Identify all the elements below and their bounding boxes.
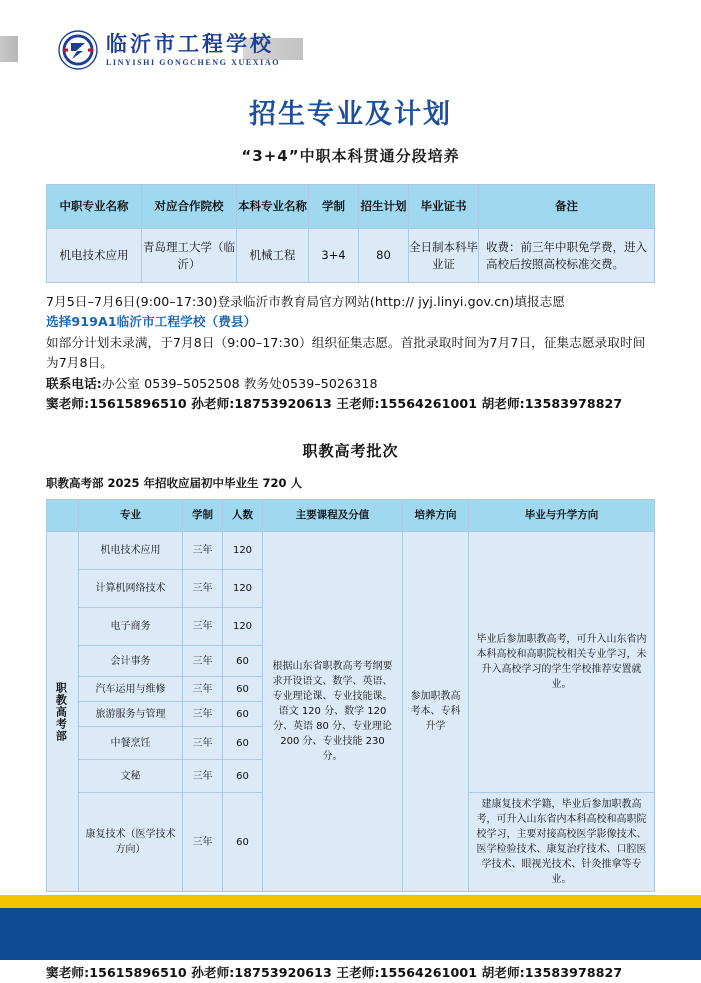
phone-label: 联系电话: <box>46 375 102 391</box>
cell-bachelor-major: 机械工程 <box>237 229 309 283</box>
cell-major: 汽车运用与维修 <box>79 677 183 702</box>
cell-graduation-rehab: 建康复技术学籍，毕业后参加职教高考，可升入山东省内本科高校和高职院校学习，主要对接高校医学影像技术、医学检验技术、康复治疗技术、口腔医学技术、眼视光技术、针灸推拿等专业。 <box>469 793 655 892</box>
cell-major: 中餐烹饪 <box>79 727 183 760</box>
cell-system: 三年 <box>183 677 223 702</box>
cell-dept-label <box>47 532 79 892</box>
phone-numbers: 办公室 0539–5052508 教务处0539–5026318 <box>101 375 378 391</box>
th-college: 对应合作院校 <box>142 185 237 229</box>
th-system: 学制 <box>183 500 223 532</box>
th-system: 学制 <box>309 185 359 229</box>
cell-system: 三年 <box>183 727 223 760</box>
school-logo <box>58 30 280 70</box>
cell-major: 文秘 <box>79 760 183 793</box>
notice2-teachers: 窦老师:15615896510 孙老师:18753920613 王老师:15564261001 胡老师:13583978827 <box>46 964 623 980</box>
notice1-teachers: 窦老师:15615896510 孙老师:18753920613 王老师:15564261001 胡老师:13583978827 <box>46 395 623 411</box>
cell-count: 60 <box>223 727 263 760</box>
th-certificate: 毕业证书 <box>409 185 479 229</box>
cell-count: 120 <box>223 570 263 608</box>
cell-count: 60 <box>223 760 263 793</box>
cell-certificate: 全日制本科毕业证 <box>409 229 479 283</box>
cell-graduation-main: 毕业后参加职教高考，可升入山东省内本科高校和高职院校相关专业学习，未升入高校学习的学生学校推荐安置就业。 <box>469 532 655 793</box>
th-plan: 招生计划 <box>359 185 409 229</box>
cell-major: 康复技术（医学技术方向） <box>79 793 183 892</box>
cell-plan: 80 <box>359 229 409 283</box>
table-row <box>47 229 655 283</box>
th-major: 专业 <box>79 500 183 532</box>
cell-major: 会计事务 <box>79 646 183 677</box>
cell-system: 三年 <box>183 608 223 646</box>
cell-major: 机电技术应用 <box>47 229 142 283</box>
page-title: 招生专业及计划 <box>249 99 452 130</box>
cell-college: 青岛理工大学（临沂） <box>142 229 237 283</box>
table1-header-row <box>47 185 655 229</box>
table2-header-row <box>47 500 655 532</box>
cell-major: 电子商务 <box>79 608 183 646</box>
school-emblem-icon <box>58 30 98 70</box>
section-note-enrollment: 职教高考部 2025 年招收应届初中毕业生 720 人 <box>46 476 303 491</box>
school-name-block <box>106 33 280 67</box>
th-bachelor-major: 本科专业名称 <box>237 185 309 229</box>
notice-block-1 <box>0 292 701 414</box>
th-count: 人数 <box>223 500 263 532</box>
cell-system: 三年 <box>183 793 223 892</box>
school-name-cn: 临沂市工程学校 <box>106 31 274 56</box>
cell-note: 收费：前三年中职免学费，进入高校后按照高校标准交费。 <box>479 229 655 283</box>
th-graduation: 毕业与升学方向 <box>469 500 655 532</box>
cell-system: 三年 <box>183 646 223 677</box>
cell-system: 3+4 <box>309 229 359 283</box>
th-direction: 培养方向 <box>403 500 469 532</box>
cell-count: 60 <box>223 702 263 727</box>
cell-major: 机电技术应用 <box>79 532 183 570</box>
cell-count: 120 <box>223 608 263 646</box>
cell-major: 旅游服务与管理 <box>79 702 183 727</box>
page-subtitle: “3+4”中职本科贯通分段培养 <box>241 147 460 165</box>
cell-courses: 根据山东省职教高考考纲要求开设语文、数学、英语、专业理论课、专业技能课。语文 120 分、数学 120 分、英语 80 分、专业理论 200 分、专业技能 230 分。 <box>263 532 403 892</box>
notice1-line1: 7月5日–7月6日(9:00–17:30)登录临沂市教育局官方网站(http:// jyj.linyi.gov.cn)填报志愿 <box>46 294 566 309</box>
table-vocational-exam-majors <box>46 499 655 892</box>
th-courses: 主要课程及分值 <box>263 500 403 532</box>
cell-count: 60 <box>223 646 263 677</box>
cell-major: 计算机网络技术 <box>79 570 183 608</box>
notice1-line3: 如部分计划未录满，于7月8日（9:00–17:30）组织征集志愿。首批录取时间为7月7日，征集志愿录取时间为7月8日。 <box>46 334 646 371</box>
notice1-school-code: 选择919A1临沂市工程学校（费县） <box>46 314 257 330</box>
th-dept <box>47 500 79 532</box>
dept-label-text: 职教高考部 <box>54 681 68 742</box>
cell-system: 三年 <box>183 702 223 727</box>
cell-count: 60 <box>223 793 263 892</box>
th-major: 中职专业名称 <box>47 185 142 229</box>
school-name-en: LINYISHI GONGCHENG XUEXIAO <box>106 58 281 68</box>
footer-bar-blue <box>0 908 701 960</box>
header-decor-left <box>0 36 18 62</box>
table-row <box>47 532 655 570</box>
cell-direction: 参加职教高考本、专科升学 <box>403 532 469 892</box>
th-note: 备注 <box>479 185 655 229</box>
section-title-vocational-exam: 职教高考批次 <box>302 442 399 461</box>
cell-system: 三年 <box>183 532 223 570</box>
cell-system: 三年 <box>183 570 223 608</box>
cell-system: 三年 <box>183 760 223 793</box>
page-header <box>0 0 701 78</box>
notice1-phones <box>46 374 655 394</box>
table-3plus4-plan <box>46 184 655 283</box>
cell-count: 60 <box>223 677 263 702</box>
footer-bar-yellow <box>0 895 701 908</box>
cell-count: 120 <box>223 532 263 570</box>
